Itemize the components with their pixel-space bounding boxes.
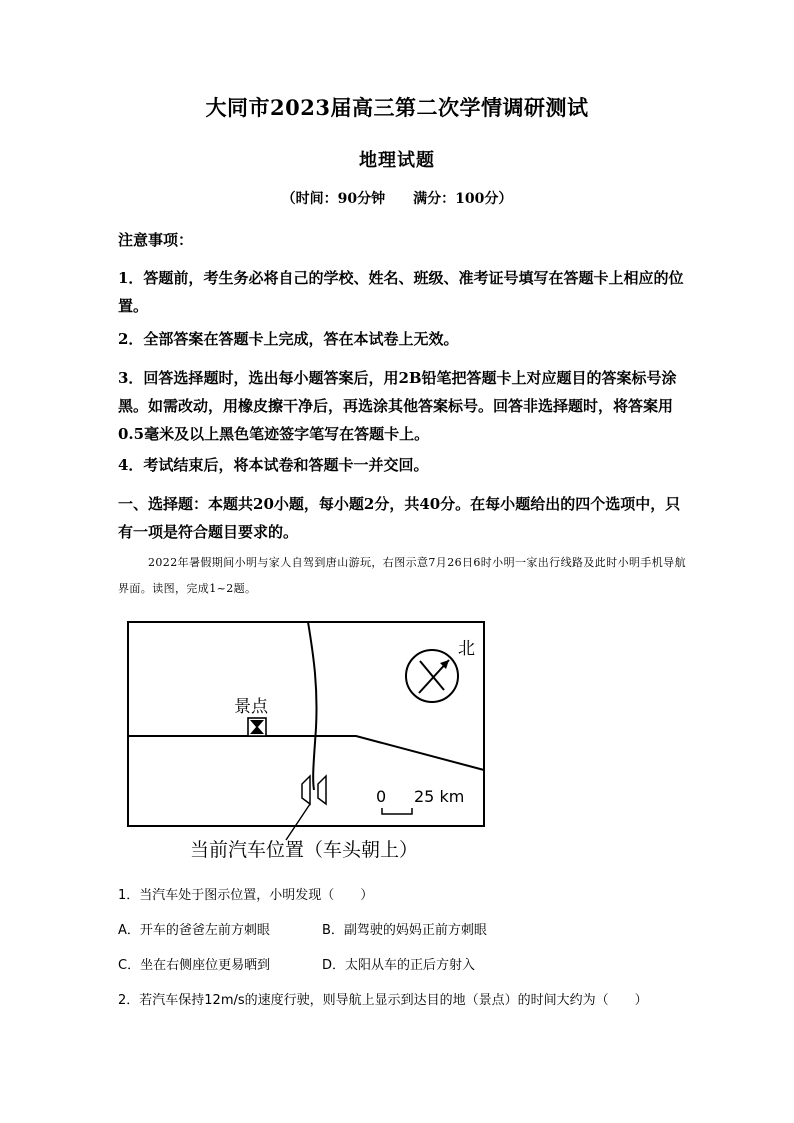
question-1-option-a: A．开车的爸爸左前方刺眼 [118,923,270,938]
score-info: 满分：100分） [413,191,513,207]
north-label: 北 [458,639,475,659]
scale-bar [382,808,412,814]
spot-label: 景点 [234,697,268,717]
car-icon [302,776,310,804]
road-line [128,736,484,770]
question-1-option-d: D．太阳从车的正后方射入 [322,958,476,973]
question-intro: 2022年暑假期间小明与家人自驾到唐山游玩，右图示意7月26日6时小明一家出行线路及此时小明手机导航界面。读图，完成1~2题。 [118,556,686,595]
car-caption: 当前汽车位置（车头朝上） [190,839,419,861]
notice-item-1: 1．答题前，考生务必将自己的学校、姓名、班级、准考证号填写在答题卡上相应的位置。 [118,269,684,315]
scale-zero: 0 [376,787,387,806]
question-1-stem: 1．当汽车处于图示位置，小明发现（ ） [118,888,374,903]
time-score-info [0,188,794,208]
notice-item-4: 4．考试结束后，将本试卷和答题卡一并交回。 [118,456,429,474]
notice-item-2: 2．全部答案在答题卡上完成，答在本试卷上无效。 [118,330,459,348]
notice-item-3: 3．回答选择题时，选出每小题答案后，用2B铅笔把答题卡上对应题目的答案标号涂黑。如需改动，用橡皮擦干净后，再选涂其他答案标号。回答非选择题时，将答案用0.5毫米及以上黑色笔迹签字笔写在答题卡上。 [118,369,677,443]
question-1-option-c: C．坐在右侧座位更易晒到 [118,958,271,973]
section-heading: 一、选择题：本题共20小题，每小题2分，共40分。在每小题给出的四个选项中，只有一项是符合题目要求的。 [118,495,681,541]
notice-heading: 注意事项： [118,231,194,249]
question-2-stem: 2．若汽车保持12m/s的速度行驶，则导航上显示到达目的地（景点）的时间大约为（ ） [118,993,648,1008]
compass-cross-line [420,661,444,690]
navigation-map-figure [120,618,500,866]
subject-title: 地理试题 [359,150,435,171]
scale-value: 25 km [414,787,465,806]
question-1-option-b: B．副驾驶的妈妈正前方刺眼 [322,923,487,938]
time-info: （时间：90分钟 [281,191,386,207]
exam-title: 大同市2023届高三第二次学情调研测试 [205,95,589,120]
car-pointer-line [286,804,310,840]
route-line [308,622,317,790]
